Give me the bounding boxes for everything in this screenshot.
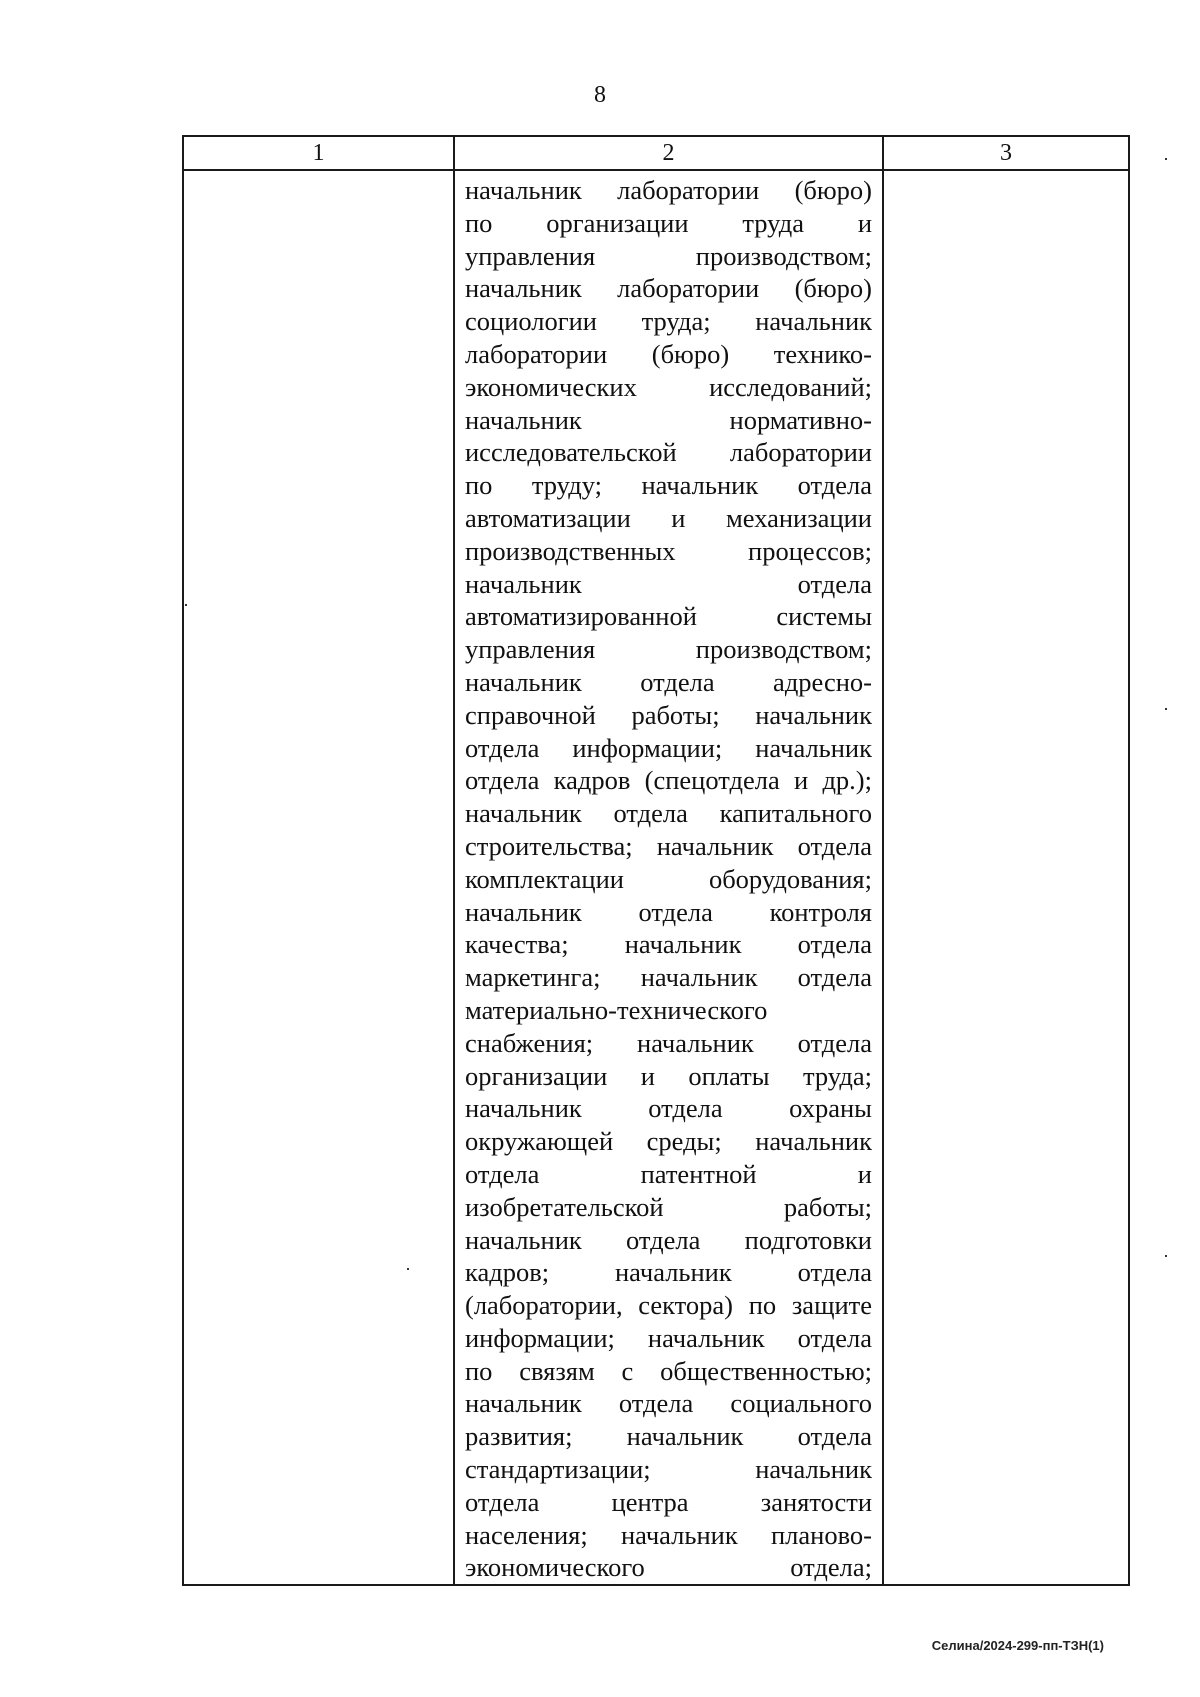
- text-line: изобретательской работы;: [465, 1191, 872, 1222]
- table-header-row: [183, 136, 1129, 170]
- text-line: автоматизации и механизации: [465, 502, 872, 533]
- table-row: [183, 170, 1129, 1585]
- text-line: начальник отдела охраны: [465, 1093, 872, 1124]
- text-line: отдела патентной и: [465, 1158, 872, 1189]
- text-line: управления производством;: [465, 634, 872, 665]
- text-line: отдела информации; начальник: [465, 732, 872, 763]
- text-line: по организации труда и: [465, 207, 872, 238]
- scan-speck: [1165, 708, 1167, 710]
- scan-speck: [1165, 158, 1167, 160]
- text-line: экономического отдела;: [465, 1552, 872, 1583]
- text-line: начальник отдела капитального: [465, 798, 872, 829]
- text-line: отдела центра занятости: [465, 1486, 872, 1517]
- text-line: начальник лаборатории (бюро): [465, 175, 872, 205]
- text-line: материально-технического: [465, 994, 768, 1025]
- text-line: снабжения; начальник отдела: [465, 1027, 872, 1058]
- text-line: экономических исследований;: [465, 371, 872, 402]
- text-line: начальник нормативно-: [465, 404, 872, 435]
- text-line: социологии труда; начальник: [465, 306, 872, 337]
- page-number: 8: [594, 82, 606, 108]
- text-line: информации; начальник отдела: [465, 1322, 872, 1353]
- text-line: комплектации оборудования;: [465, 863, 872, 894]
- scan-speck: [1165, 1255, 1167, 1257]
- text-line: лаборатории (бюро) технико-: [465, 338, 872, 369]
- scan-speck: [407, 1268, 409, 1270]
- text-line: по труду; начальник отдела: [465, 470, 872, 501]
- text-line: начальник отдела социального: [465, 1388, 872, 1419]
- scan-speck: [185, 604, 187, 606]
- column-header-1: 1: [183, 136, 454, 170]
- position-list-text: [455, 171, 882, 1584]
- column-header-3: 3: [883, 136, 1129, 170]
- text-line: исследовательской лаборатории: [465, 437, 872, 468]
- table-cell-column-3: [883, 170, 1129, 1585]
- table-cell-column-1: [183, 170, 454, 1585]
- text-line: маркетинга; начальник отдела: [465, 962, 872, 993]
- text-line: начальник отдела контроля: [465, 896, 872, 927]
- text-line: по связям с общественностью;: [465, 1355, 872, 1386]
- text-line: стандартизации; начальник: [465, 1454, 872, 1485]
- text-line: строительства; начальник отдела: [465, 830, 872, 861]
- text-line: кадров; начальник отдела: [465, 1257, 872, 1288]
- text-line: отдела кадров (спецотдела и др.);: [465, 765, 872, 796]
- text-line: окружающей среды; начальник: [465, 1126, 872, 1157]
- text-line: справочной работы; начальник: [465, 699, 872, 730]
- text-line: качества; начальник отдела: [465, 929, 872, 960]
- text-line: управления производством;: [465, 240, 872, 271]
- positions-table: [182, 135, 1130, 1586]
- document-code: Селина/2024-299-пп-ТЗН(1): [931, 1638, 1104, 1653]
- text-line: начальник отдела: [465, 568, 872, 599]
- text-line: начальник отдела адресно-: [465, 666, 872, 697]
- text-line: автоматизированной системы: [465, 601, 872, 632]
- text-line: начальник отдела подготовки: [465, 1224, 872, 1255]
- table-cell-column-2: [454, 170, 883, 1585]
- text-line: начальник лаборатории (бюро): [465, 273, 872, 304]
- text-line: производственных процессов;: [465, 535, 872, 566]
- text-line: развития; начальник отдела: [465, 1421, 872, 1452]
- text-line: организации и оплаты труда;: [465, 1060, 872, 1091]
- column-header-2: 2: [454, 136, 883, 170]
- text-line: (лаборатории, сектора) по защите: [465, 1290, 872, 1321]
- text-line: населения; начальник планово-: [465, 1519, 872, 1550]
